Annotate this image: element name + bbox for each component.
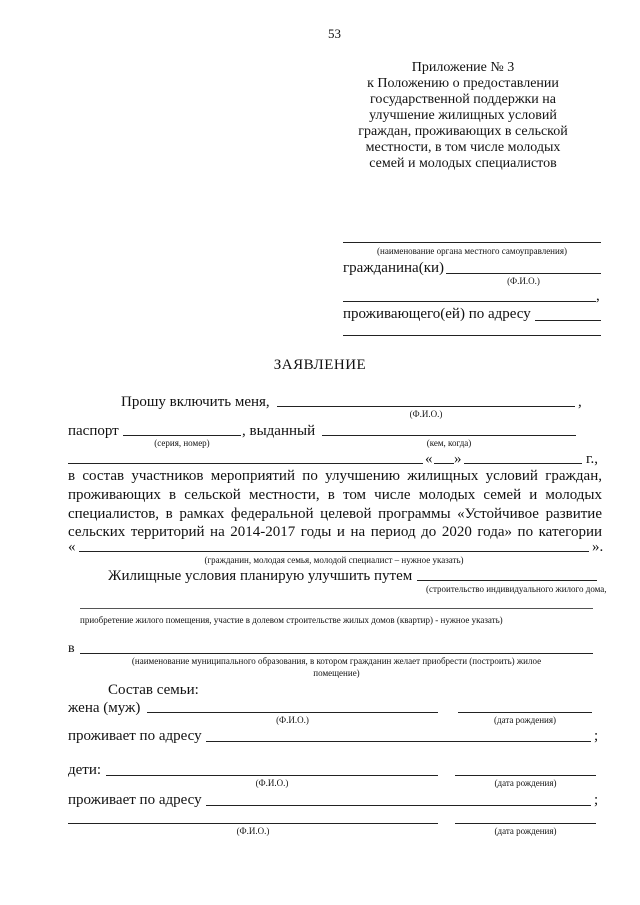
child-2-dob-line[interactable] xyxy=(455,823,596,824)
in-label: в xyxy=(68,641,75,656)
body-line-2: проживающих в сельской местности, в том числе молодых семей и молодых xyxy=(68,487,602,503)
request-comma: , xyxy=(578,394,582,410)
passport-issued-line-2[interactable] xyxy=(68,463,423,464)
appendix-line: государственной поддержки на xyxy=(370,92,556,107)
housing-label: Жилищные условия планирую улучшить путем xyxy=(108,568,413,584)
housing-method-line[interactable] xyxy=(417,580,597,581)
passport-label: паспорт xyxy=(68,423,119,439)
date-month-year-line[interactable] xyxy=(464,463,582,464)
housing-method-line-2[interactable] xyxy=(80,608,593,609)
child-1-fio-line[interactable] xyxy=(106,775,438,776)
spouse-dob-line[interactable] xyxy=(458,712,592,713)
org-name-line[interactable] xyxy=(343,242,601,243)
child-2-fio-caption: (Ф.И.О.) xyxy=(236,826,270,836)
appendix-line: граждан, проживающих в сельской xyxy=(358,124,568,139)
residing-address-line[interactable] xyxy=(535,320,601,321)
child-1-address-label: проживает по адресу xyxy=(68,792,202,808)
spouse-label: жена (муж) xyxy=(68,700,141,716)
category-caption: (гражданин, молодая семья, молодой специалист – нужное указать) xyxy=(204,555,464,565)
spouse-address-line[interactable] xyxy=(206,741,591,742)
comma: , xyxy=(596,288,600,304)
appendix-line: местности, в том числе молодых xyxy=(365,140,561,155)
residing-label: проживающего(ей) по адресу xyxy=(343,306,531,322)
date-quote-open: « xyxy=(425,451,433,467)
spouse-address-label: проживает по адресу xyxy=(68,728,202,744)
passport-issued-line[interactable] xyxy=(322,435,576,436)
child-1-fio-caption: (Ф.И.О.) xyxy=(255,778,289,788)
body-line-4: сельских территорий на 2014-2017 годы и на период до 2020 года» по категории xyxy=(68,524,602,540)
passport-issued-caption: (кем, когда) xyxy=(426,438,472,448)
spouse-address-semicolon: ; xyxy=(594,728,599,744)
page-number: 53 xyxy=(328,26,341,41)
spouse-fio-caption: (Ф.И.О.) xyxy=(276,715,309,725)
appendix-line: к Положению о предоставлении xyxy=(367,76,559,91)
passport-number-line[interactable] xyxy=(123,435,241,436)
municipality-caption-2: помещение) xyxy=(313,668,360,678)
citizen-fio-line[interactable] xyxy=(446,273,601,274)
municipality-line[interactable] xyxy=(80,653,593,654)
municipality-caption-1: (наименование муниципального образования, в котором гражданин желает приобрести (построить) жилое xyxy=(131,656,542,666)
date-day-line[interactable] xyxy=(434,463,454,464)
child-1-dob-line[interactable] xyxy=(455,775,596,776)
appendix-line: семей и молодых специалистов xyxy=(369,156,557,171)
body-line-1: в состав участников мероприятий по улучшению жилищных условий граждан, xyxy=(68,468,602,484)
spouse-dob-caption: (дата рождения) xyxy=(494,715,556,725)
document-title: ЗАЯВЛЕНИЕ xyxy=(273,357,367,373)
applicant-fio-line[interactable] xyxy=(277,406,575,407)
residing-address-line-2[interactable] xyxy=(343,335,601,336)
children-label: дети: xyxy=(68,762,102,778)
family-heading: Состав семьи: xyxy=(108,682,199,698)
category-quote-close: ». xyxy=(592,539,604,555)
body-line-3: специалистов, в рамках федеральной целевой программы «Устойчивое развитие xyxy=(68,506,602,522)
child-2-dob-caption: (дата рождения) xyxy=(494,826,557,836)
child-1-dob-caption: (дата рождения) xyxy=(494,778,557,788)
citizen-label: гражданина(ки) xyxy=(343,260,445,276)
child-1-address-line[interactable] xyxy=(206,805,591,806)
citizen-extra-line[interactable] xyxy=(343,301,596,302)
child-1-address-semicolon: ; xyxy=(594,792,599,808)
date-quote-close: » xyxy=(454,451,462,467)
housing-caption-1: (строительство индивидуального жилого дома, xyxy=(426,584,607,594)
category-line[interactable] xyxy=(79,551,589,552)
org-name-caption: (наименование органа местного самоуправления) xyxy=(377,246,567,256)
appendix-line: улучшение жилищных условий xyxy=(369,108,557,123)
appendix-line: Приложение № 3 xyxy=(411,60,515,75)
appendix-header xyxy=(348,60,578,172)
citizen-fio-caption: (Ф.И.О.) xyxy=(507,276,540,286)
request-intro: Прошу включить меня, xyxy=(121,394,270,410)
category-quote-open: « xyxy=(68,539,76,555)
applicant-fio-caption: (Ф.И.О.) xyxy=(409,409,443,419)
year-suffix: г., xyxy=(586,451,598,467)
child-2-fio-line[interactable] xyxy=(68,823,438,824)
issued-label: , выданный xyxy=(242,423,316,439)
housing-caption-2: приобретение жилого помещения, участие в долевом строительстве жилых домов (квартир) - нужное указать) xyxy=(80,615,503,625)
spouse-fio-line[interactable] xyxy=(147,712,438,713)
passport-number-caption: (серия, номер) xyxy=(154,438,210,448)
